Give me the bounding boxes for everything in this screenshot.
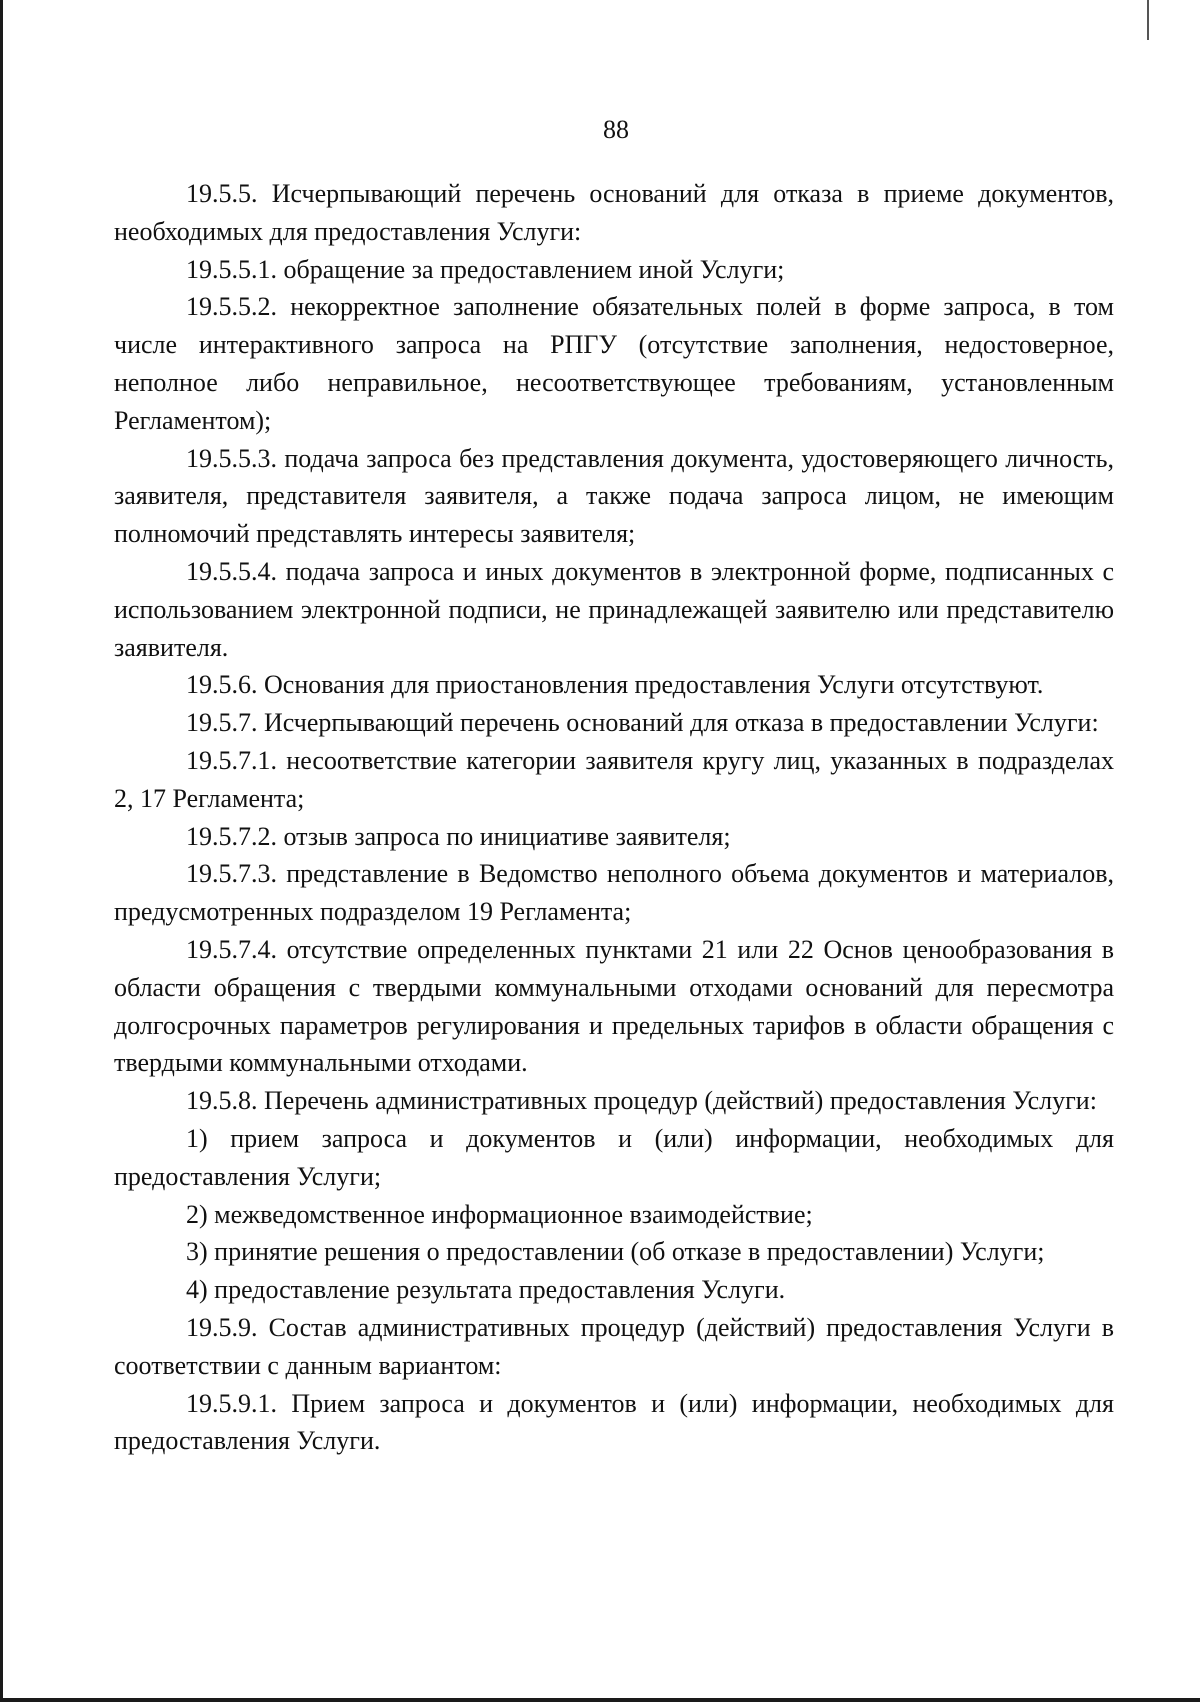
- paragraph: 3) принятие решения о предоставлении (об отказе в предоставлении) Услуги;: [186, 1237, 1045, 1267]
- paragraph: 19.5.5.2. некорректное заполнение обязательных полей в форме запроса, в том числе интерактивного запроса на РПГУ (отсутствие заполнения, недостоверное, неполное либо неправильное, несоответствующее требованиям, установленным Регламентом);: [114, 292, 1114, 435]
- paragraph: 4) предоставление результата предоставления Услуги.: [186, 1275, 786, 1305]
- document-body: [114, 175, 1114, 1460]
- scan-edge-left: [0, 0, 3, 1702]
- paragraph: 19.5.5. Исчерпывающий перечень оснований для отказа в приеме документов, необходимых для предоставления Услуги:: [114, 179, 1114, 246]
- paragraph: 19.5.5.1. обращение за предоставлением иной Услуги;: [186, 254, 785, 284]
- paragraph: 1) прием запроса и документов и (или) информации, необходимых для предоставления Услуги;: [114, 1123, 1114, 1191]
- paragraph: 19.5.7.4. отсутствие определенных пунктами 21 или 22 Основ ценообразования в области обращения с твердыми коммунальными отходами оснований для пересмотра долгосрочных параметров регулирования и предельных тарифов в области обращения с твердыми коммунальными отходами.: [114, 934, 1114, 1078]
- paragraph: 19.5.6. Основания для приостановления предоставления Услуги отсутствуют.: [186, 670, 1044, 700]
- paragraph: 19.5.7. Исчерпывающий перечень оснований для отказа в предоставлении Услуги:: [186, 708, 1099, 738]
- paragraph: 19.5.8. Перечень административных процедур (действий) предоставления Услуги:: [186, 1086, 1097, 1116]
- paragraph: 19.5.7.3. представление в Ведомство неполного объема документов и материалов, предусмотренных подразделом 19 Регламента;: [114, 859, 1114, 927]
- paragraph: 19.5.9.1. Прием запроса и документов и (или) информации, необходимых для предоставления Услуги.: [114, 1388, 1114, 1456]
- paragraph: 2) межведомственное информационное взаимодействие;: [186, 1199, 813, 1229]
- paragraph: 19.5.7.1. несоответствие категории заявителя кругу лиц, указанных в подразделах 2, 17 Регламента;: [114, 745, 1114, 813]
- paragraph: 19.5.7.2. отзыв запроса по инициативе заявителя;: [186, 821, 731, 851]
- paragraph: 19.5.5.3. подача запроса без представления документа, удостоверяющего личность, заявителя, представителя заявителя, а также подача запроса лицом, не имеющим полномочий представлять интересы заявителя;: [114, 443, 1114, 549]
- page-number: 88: [603, 115, 629, 144]
- scan-edge-right: [1147, 0, 1149, 40]
- scan-edge-bottom: [0, 1698, 1200, 1702]
- paragraph: 19.5.9. Состав административных процедур (действий) предоставления Услуги в соответствии с данным вариантом:: [114, 1312, 1114, 1380]
- paragraph: 19.5.5.4. подача запроса и иных документов в электронной форме, подписанных с использованием электронной подписи, не принадлежащей заявителю или представителю заявителя.: [114, 556, 1114, 662]
